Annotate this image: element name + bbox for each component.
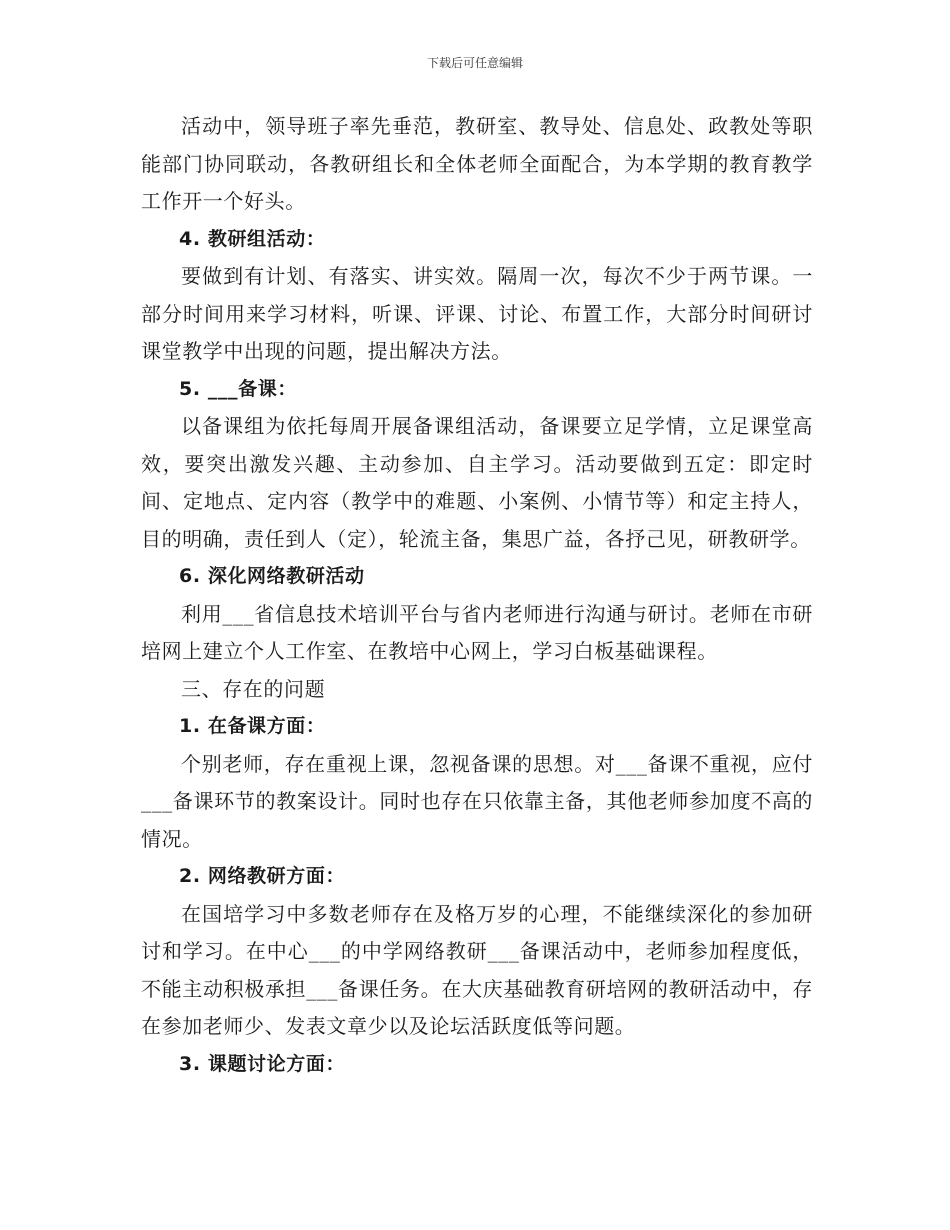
paragraph-online-problems: 在国培学习中多数老师存在及格万岁的心理，不能继续深化的参加研讨和学习。在中心___的中学网络教研___备课活动中，老师参加程度低，不能主动积极承担___备课任务。在大庆基础教育研培网的教研活动中，存在参加老师少、发表文章少以及论坛活跃度低等问题。 — [141, 901, 813, 1038]
paragraph-activity-intro: 活动中，领导班子率先垂范，教研室、教导处、信息处、政教处等职能部门协同联动，各教研组长和全体老师全面配合，为本学期的教育教学工作开一个好头。 — [141, 114, 813, 213]
page-header: 下载后可任意编辑 — [426, 56, 523, 70]
heading-existing-problems: 三、存在的问题 — [181, 676, 326, 701]
heading-online-research: 6. 深化网络教研活动 — [179, 565, 365, 587]
heading-prep-problems: 1. 在备课方面： — [179, 715, 326, 737]
document-body — [141, 108, 813, 1083]
heading-teaching-group-activity: 4. 教研组活动： — [179, 227, 326, 250]
paragraph-lesson-prep: 以备课组为依托每周开展备课组活动，备课要立足学情，立足课堂高效，要突出激发兴趣、主动参加、自主学习。活动要做到五定：即定时间、定地点、定内容（教学中的难题、小案例、小情节等）和定主持人，目的明确，责任到人（定），轮流主备，集思广益，各抒己见，研教研学。 — [141, 414, 813, 551]
heading-lesson-prep: 5. ___备课： — [179, 377, 297, 400]
paragraph-teaching-group-activity: 要做到有计划、有落实、讲实效。隔周一次，每次不少于两节课。一部分时间用来学习材料，听课、评课、讨论、布置工作，大部分时间研讨课堂教学中出现的问题，提出解决方法。 — [141, 264, 813, 363]
heading-topic-discussion: 3. 课题讨论方面： — [179, 1052, 346, 1075]
paragraph-online-research: 利用___省信息技术培训平台与省内老师进行沟通与研讨。老师在市研培网上建立个人工作室、在教培中心网上，学习白板基础课程。 — [141, 601, 813, 663]
paragraph-prep-problems: 个别老师，存在重视上课，忽视备课的思想。对___备课不重视，应付___备课环节的教案设计。同时也存在只依靠主备，其他老师参加度不高的情况。 — [141, 751, 813, 851]
heading-online-problems: 2. 网络教研方面： — [179, 865, 346, 887]
